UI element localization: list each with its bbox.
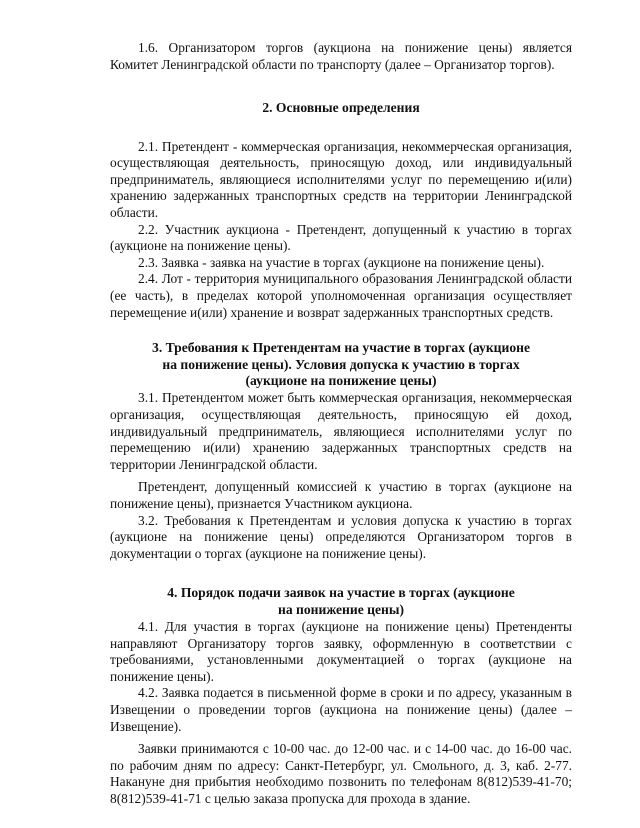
- paragraph-3-1: 3.1. Претендентом может быть коммерческая организация, некоммерческая организация, осуществляющая деятельность, приносящую ей доход, индивидуальный предприниматель, являющиеся исполнителями услуг по перемещению и(или) хранению задержанных транспортных средств на территории Ленинградской области.: [110, 390, 572, 472]
- section-3-heading: [110, 340, 572, 389]
- paragraph-2-4: 2.4. Лот - территория муниципального образования Ленинградской области (ее часть), в пределах которой уполномоченная организация осуществляет перемещение и(или) хранение и возврат задержанных транспортных средств.: [110, 271, 572, 320]
- section-3-heading-line-2: на понижение цены). Условия допуска к участию в торгах: [162, 356, 520, 372]
- paragraph-3-1-admission: Претендент, допущенный комиссией к участию в торгах (аукционе на понижение цены), признается Участником аукциона.: [110, 479, 572, 511]
- section-2-heading: 2. Основные определения: [262, 100, 420, 116]
- section-4-heading: [110, 585, 572, 618]
- document-body: [110, 40, 572, 808]
- paragraph-2-3: 2.3. Заявка - заявка на участие в торгах (аукционе на понижение цены).: [138, 254, 545, 270]
- paragraph-1-6: 1.6. Организатором торгов (аукциона на понижение цены) является Комитет Ленинградской области по транспорту (далее – Организатор торгов).: [110, 40, 572, 72]
- paragraph-4-2-hours: Заявки принимаются с 10-00 час. до 12-00 час. и с 14-00 час. до 16-00 час. по рабочим дням по адресу: Санкт-Петербург, ул. Смольного, д. 3, каб. 2-77. Накануне дня прибытия необходимо позвонить по телефонам 8(812)539-41-70; 8(812)539-41-71 с целью заказа пропуска для прохода в здание.: [110, 741, 572, 807]
- section-4-heading-line-2: на понижение цены): [278, 601, 404, 617]
- paragraph-2-2: 2.2. Участник аукциона - Претендент, допущенный к участию в торгах (аукционе на понижение цены).: [110, 221, 572, 254]
- section-3-heading-line-3: (аукционе на понижение цены): [245, 372, 437, 388]
- paragraph-4-2: 4.2. Заявка подается в письменной форме в сроки и по адресу, указанным в Извещении о проведении торгов (аукциона на понижение цены) (далее – Извещение).: [110, 685, 572, 734]
- paragraph-3-2: 3.2. Требования к Претендентам и условия допуска к участию в торгах (аукционе на понижение цены) определяются Организатором торгов в документации о торгах (аукционе на понижение цены).: [110, 512, 572, 561]
- paragraph-4-1: 4.1. Для участия в торгах (аукционе на понижение цены) Претенденты направляют Организатору торгов заявку, оформленную в соответствии с требованиями, установленными документацией о торгах (аукционе на понижение цены).: [110, 619, 572, 684]
- paragraph-2-1: 2.1. Претендент - коммерческая организация, некоммерческая организация, осуществляющая деятельность, приносящую доход, или индивидуальный предприниматель, являющиеся исполнителями услуг по перемещению и(или) хранению задержанных транспортных средств на территории Ленинградской области.: [110, 138, 572, 220]
- section-3-heading-line-1: 3. Требования к Претендентам на участие в торгах (аукционе: [152, 340, 530, 356]
- section-4-heading-line-1: 4. Порядок подачи заявок на участие в торгах (аукционе: [167, 585, 515, 601]
